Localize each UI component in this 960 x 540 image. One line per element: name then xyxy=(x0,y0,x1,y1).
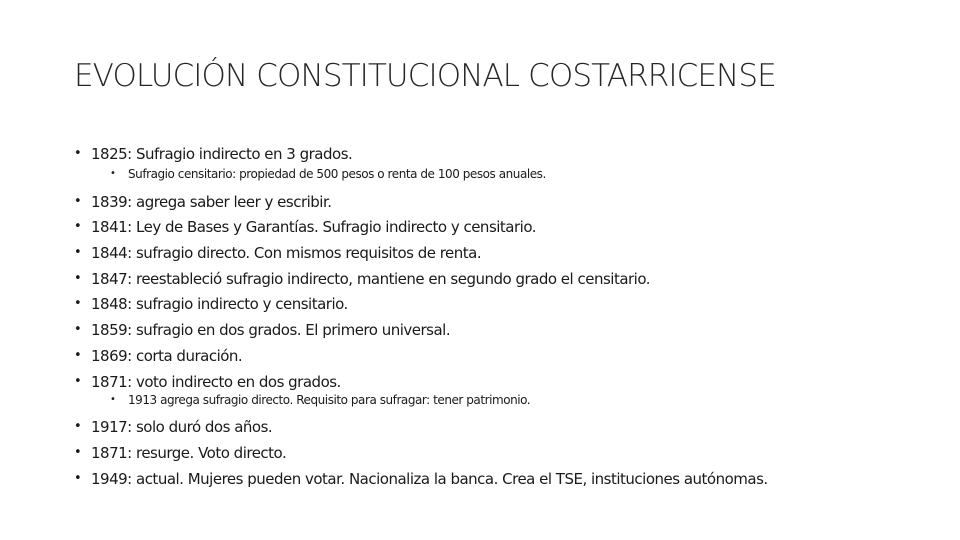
bullet-text: 1847: reestableció sufragio indirecto, mantiene en segundo grado el censitario. xyxy=(91,269,651,288)
bullet-marker: • xyxy=(74,193,82,209)
bullet-text: 1859: sufragio en dos grados. El primero universal. xyxy=(91,321,451,340)
bullet-list xyxy=(74,143,944,493)
bullet-item xyxy=(74,345,944,371)
bullet-text: 1841: Ley de Bases y Garantías. Sufragio indirecto y censitario. xyxy=(91,218,537,237)
bullet-text: 1871: resurge. Voto directo. xyxy=(91,443,287,462)
bullet-item xyxy=(74,293,944,319)
bullet-item xyxy=(74,268,944,294)
bullet-marker: • xyxy=(74,219,82,235)
sub-bullet-text: 1913 agrega sufragio directo. Requisito para sufragar: tener patrimonio. xyxy=(128,393,531,408)
bullet-item xyxy=(74,442,944,468)
bullet-item xyxy=(74,242,944,268)
bullet-marker: • xyxy=(74,419,82,435)
bullet-marker: • xyxy=(110,394,116,406)
bullet-text: 1871: voto indirecto en dos grados. xyxy=(91,372,341,391)
bullet-marker: • xyxy=(74,322,82,338)
sub-bullet-text: Sufragio censitario: propiedad de 500 pesos o renta de 100 pesos anuales. xyxy=(128,166,546,181)
bullet-marker: • xyxy=(74,270,82,286)
bullet-text: 1844: sufragio directo. Con mismos requisitos de renta. xyxy=(91,244,482,263)
bullet-marker: • xyxy=(74,444,82,460)
bullet-marker: • xyxy=(74,296,82,312)
bullet-marker: • xyxy=(74,245,82,261)
slide-title: EVOLUCIÓN CONSTITUCIONAL COSTARRICENSE xyxy=(74,58,776,94)
bullet-text: 1949: actual. Mujeres pueden votar. Nacionaliza la banca. Crea el TSE, instituciones autónomas. xyxy=(91,469,768,488)
sub-bullet-item xyxy=(74,392,944,412)
bullet-item xyxy=(74,319,944,345)
bullet-text: 1848: sufragio indirecto y censitario. xyxy=(91,295,348,314)
bullet-item xyxy=(74,416,944,442)
sub-bullet-item xyxy=(74,166,944,186)
bullet-text: 1825: Sufragio indirecto en 3 grados. xyxy=(91,145,353,163)
bullet-text: 1917: solo duró dos años. xyxy=(91,418,273,437)
bullet-text: 1839: agrega saber leer y escribir. xyxy=(91,192,332,211)
bullet-marker: • xyxy=(74,146,82,161)
bullet-marker: • xyxy=(110,167,116,179)
bullet-text: 1869: corta duración. xyxy=(91,346,243,365)
bullet-item xyxy=(74,191,944,217)
bullet-marker: • xyxy=(74,373,82,389)
bullet-marker: • xyxy=(74,347,82,363)
bullet-item xyxy=(74,468,944,494)
bullet-item xyxy=(74,216,944,242)
bullet-marker: • xyxy=(74,470,82,486)
